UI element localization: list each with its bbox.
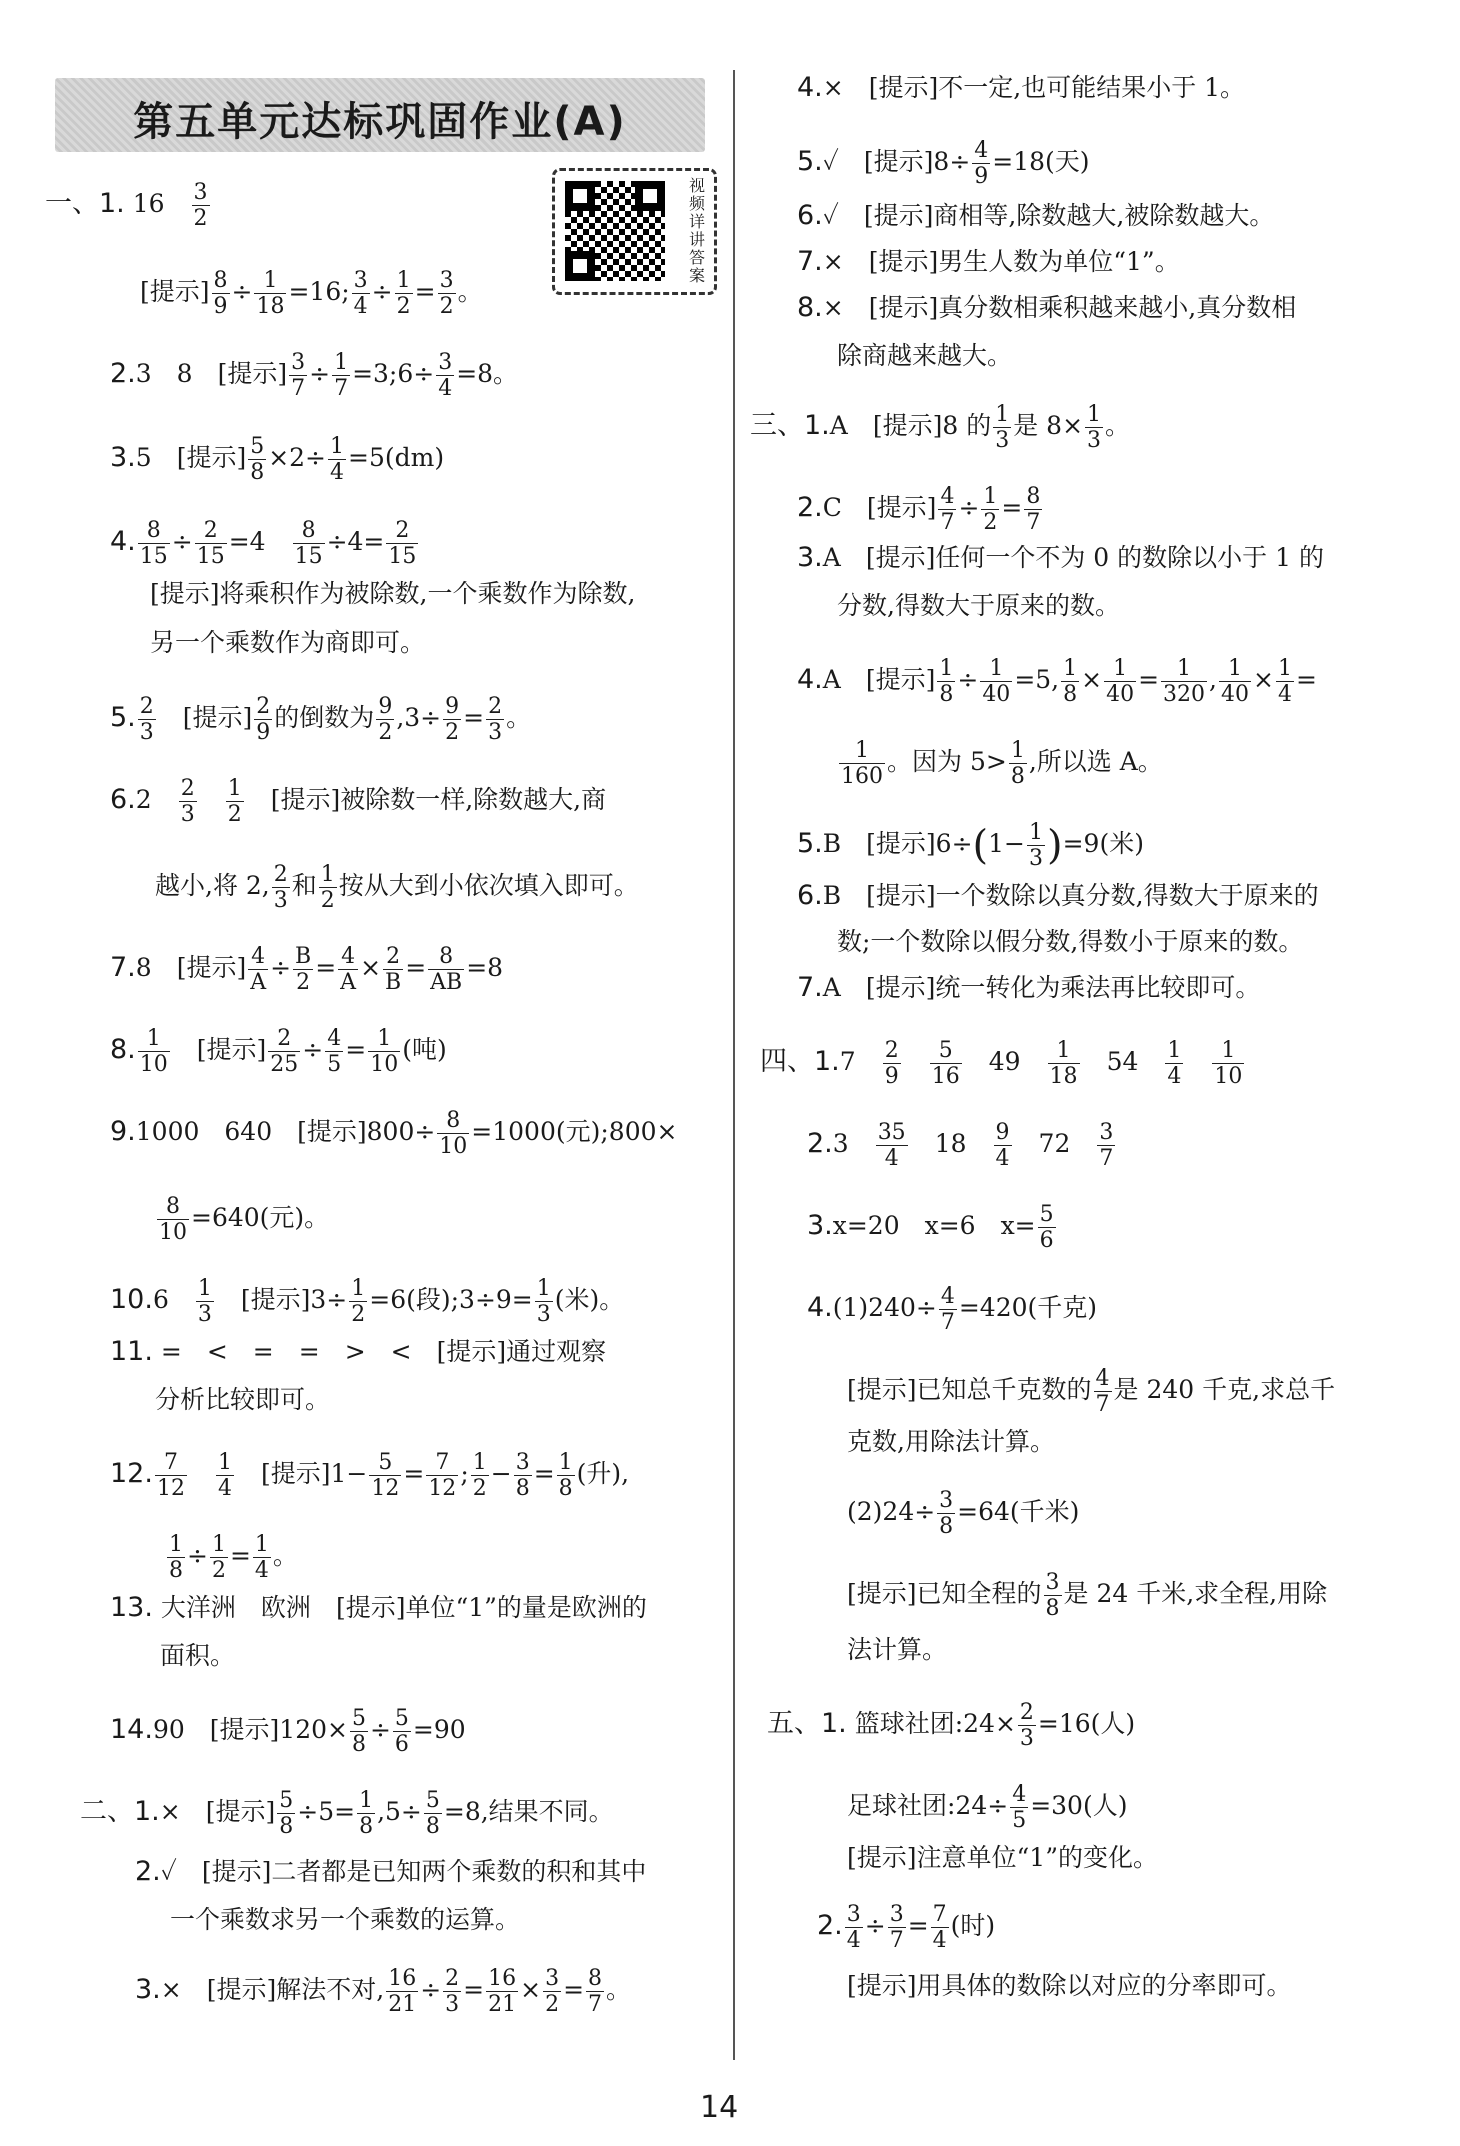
q1-12: 12. $\frac{7}{12}$ $\frac{1}{4}$ [提示]1− $\frac{5}{12}$ = $\frac{7}{12}$ ; $\frac{1}{2}$ − $\frac{3}{8}$ = $\frac{1}{8}$ (升), bbox=[110, 1450, 630, 1501]
q1-8: 8. $\frac{1}{10}$ [提示] $\frac{2}{25}$ ÷ $\frac{4}{5}$ = $\frac{1}{10}$ (吨) bbox=[110, 1026, 447, 1077]
q1-13: 13. 大洋洲 欧洲 [提示]单位“1”的量是欧洲的 bbox=[110, 1592, 647, 1623]
q5-2: 2. $\frac{3}{4}$ ÷ $\frac{3}{7}$ = $\frac{7}{4}$ (时) bbox=[817, 1902, 996, 1953]
q1-13-line2: 面积。 bbox=[160, 1641, 236, 1670]
q1-9: 9.1000 640 [提示]800÷ $\frac{8}{10}$ =1000(元);800× bbox=[110, 1108, 678, 1159]
q2-4: 4.× [提示]不一定,也可能结果小于 1。 bbox=[797, 72, 1246, 103]
q3-6: 6.B [提示]一个数除以真分数,得数大于原来的 bbox=[797, 880, 1319, 911]
q1-4-answer: 4. $\frac{8}{15}$ ÷ $\frac{2}{15}$ =4 $\frac{8}{15}$ ÷4= $\frac{2}{15}$ bbox=[110, 518, 417, 569]
q4-3: 3.x=20 x=6 x= $\frac{5}{6}$ bbox=[807, 1202, 1054, 1253]
title-banner bbox=[55, 78, 705, 152]
q1-12-line2: $\frac{1}{8}$ ÷ $\frac{1}{2}$ = $\frac{1}{4}$ 。 bbox=[169, 1532, 298, 1583]
q2-3: 3.× [提示]解法不对, $\frac{16}{21}$ ÷ $\frac{2}{3}$ = $\frac{16}{21}$ × $\frac{3}{2}$ = $\frac{8}{7}$ 。 bbox=[135, 1966, 632, 2017]
q1-10: 10.6 $\frac{1}{3}$ [提示]3÷ $\frac{1}{2}$ =6(段);3÷9= $\frac{1}{3}$ (米)。 bbox=[110, 1276, 625, 1327]
q4-4-hint2: [提示]已知全程的 $\frac{3}{8}$ 是 24 千米,求全程,用除 bbox=[847, 1570, 1328, 1621]
q1-2: 2.3 8 [提示] $\frac{3}{7}$ ÷ $\frac{1}{7}$ =3;6÷ $\frac{3}{4}$ =8。 bbox=[110, 350, 519, 401]
q4-4-hint1-line2: 克数,用除法计算。 bbox=[847, 1427, 1055, 1456]
q5-1-hint: [提示]注意单位“1”的变化。 bbox=[847, 1843, 1158, 1872]
q2-2-line2: 一个乘数求另一个乘数的运算。 bbox=[170, 1905, 521, 1934]
q3-4: 4.A [提示] $\frac{1}{8}$ ÷ $\frac{1}{40}$ =5, $\frac{1}{8}$ × $\frac{1}{40}$ = $\frac{1}{320}$ , $\frac{1}{40}$ × $\frac{1}{4}$ = bbox=[797, 656, 1317, 707]
qr-code-icon[interactable] bbox=[565, 181, 665, 281]
q3-5: 5.B [提示]6÷(1− $\frac{1}{3}$ )=9(米) bbox=[797, 820, 1144, 871]
q4-4-hint2-line2: 法计算。 bbox=[847, 1635, 948, 1664]
q3-2: 2.C [提示] $\frac{4}{7}$ ÷ $\frac{1}{2}$ = $\frac{8}{7}$ bbox=[797, 484, 1041, 535]
q4-4-part1: 4.(1)240÷ $\frac{4}{7}$ =420(千克) bbox=[807, 1284, 1098, 1335]
q1-9-line2: $\frac{8}{10}$ =640(元)。 bbox=[159, 1194, 330, 1245]
q1-6: 6.2 $\frac{2}{3}$ $\frac{1}{2}$ [提示]被除数一样,除数越大,商 bbox=[110, 776, 607, 827]
q5-1-line2: 足球社团:24÷ $\frac{4}{5}$ =30(人) bbox=[847, 1782, 1128, 1833]
page-number: 14 bbox=[700, 2090, 739, 2125]
q3-3: 3.A [提示]任何一个不为 0 的数除以小于 1 的 bbox=[797, 542, 1324, 573]
page-title: 第五单元达标巩固作业(A) bbox=[133, 99, 627, 145]
q1-1-answer: 一、1. 16 $\frac{3}{2}$ bbox=[45, 180, 208, 231]
q2-6: 6.✓ [提示]商相等,除数越大,被除数越大。 bbox=[797, 200, 1275, 231]
q2-8: 8.× [提示]真分数相乘积越来越小,真分数相 bbox=[797, 292, 1297, 323]
q1-11: 11. = < = = > < [提示]通过观察 bbox=[110, 1336, 607, 1367]
q2-5: 5.✓ [提示]8÷ $\frac{4}{9}$ =18(天) bbox=[797, 138, 1090, 189]
column-divider bbox=[733, 70, 735, 2060]
q3-6-line2: 数;一个数除以假分数,得数小于原来的数。 bbox=[837, 927, 1304, 956]
q4-2: 2.3 $\frac{35}{4}$ 18 $\frac{9}{4}$ 72 $\frac{3}{7}$ bbox=[807, 1120, 1114, 1171]
q1-3: 3.5 [提示] $\frac{5}{8}$ ×2÷ $\frac{1}{4}$ =5(dm) bbox=[110, 434, 445, 485]
q4-1: 四、1.7 $\frac{2}{9}$ $\frac{5}{16}$ 49 $\frac{1}{18}$ 54 $\frac{1}{4}$ $\frac{1}{10}$ bbox=[760, 1038, 1243, 1089]
q3-7: 7.A [提示]统一转化为乘法再比较即可。 bbox=[797, 972, 1261, 1003]
q4-4-hint1: [提示]已知总千克数的 $\frac{4}{7}$ 是 240 千克,求总千 bbox=[847, 1366, 1336, 1417]
q3-3-line2: 分数,得数大于原来的数。 bbox=[837, 591, 1120, 620]
q2-7: 7.× [提示]男生人数为单位“1”。 bbox=[797, 246, 1180, 277]
q4-4-part2: (2)24÷ $\frac{3}{8}$ =64(千米) bbox=[847, 1488, 1080, 1539]
q1-7: 7.8 [提示] $\frac{4}{A}$ ÷ $\frac{B}{2}$ = $\frac{4}{A}$ × $\frac{2}{B}$ = $\frac{8}{AB}$ =8 bbox=[110, 944, 504, 995]
q2-1: 二、1.× [提示] $\frac{5}{8}$ ÷5= $\frac{1}{8}$ ,5÷ $\frac{5}{8}$ =8,结果不同。 bbox=[80, 1788, 614, 1839]
qr-code-box[interactable] bbox=[552, 168, 717, 295]
q1-4-hint-2: 另一个乘数作为商即可。 bbox=[150, 628, 426, 657]
q3-4-line2: $\frac{1}{160}$ 。因为 5> $\frac{1}{8}$ ,所以选 A。 bbox=[841, 738, 1163, 789]
q1-14: 14.90 [提示]120× $\frac{5}{8}$ ÷ $\frac{5}{6}$ =90 bbox=[110, 1706, 466, 1757]
qr-label: 视频详讲答案 bbox=[688, 176, 705, 285]
q1-1-hint: [提示] $\frac{8}{9}$ ÷ $\frac{1}{18}$ =16; $\frac{3}{4}$ ÷ $\frac{1}{2}$ = $\frac{3}{2}$ 。 bbox=[140, 268, 483, 319]
q2-8-line2: 除商越来越大。 bbox=[837, 341, 1013, 370]
q1-6-line2: 越小,将 2, $\frac{2}{3}$ 和 $\frac{1}{2}$ 按从大到小依次填入即可。 bbox=[155, 862, 639, 913]
q1-4-hint-1: [提示]将乘积作为被除数,一个乘数作为除数, bbox=[150, 579, 636, 608]
q2-2: 2.✓ [提示]二者都是已知两个乘数的积和其中 bbox=[135, 1856, 647, 1887]
q5-1: 五、1. 篮球社团:24× $\frac{2}{3}$ =16(人) bbox=[767, 1700, 1136, 1751]
q5-2-hint: [提示]用具体的数除以对应的分率即可。 bbox=[847, 1971, 1292, 2000]
q1-5: 5. $\frac{2}{3}$ [提示] $\frac{2}{9}$ 的倒数为 $\frac{9}{2}$ ,3÷ $\frac{9}{2}$ = $\frac{2}{3}$ 。 bbox=[110, 694, 532, 745]
q3-1: 三、1.A [提示]8 的 $\frac{1}{3}$ 是 8× $\frac{1}{3}$ 。 bbox=[750, 402, 1131, 453]
q1-11-line2: 分析比较即可。 bbox=[155, 1385, 331, 1414]
